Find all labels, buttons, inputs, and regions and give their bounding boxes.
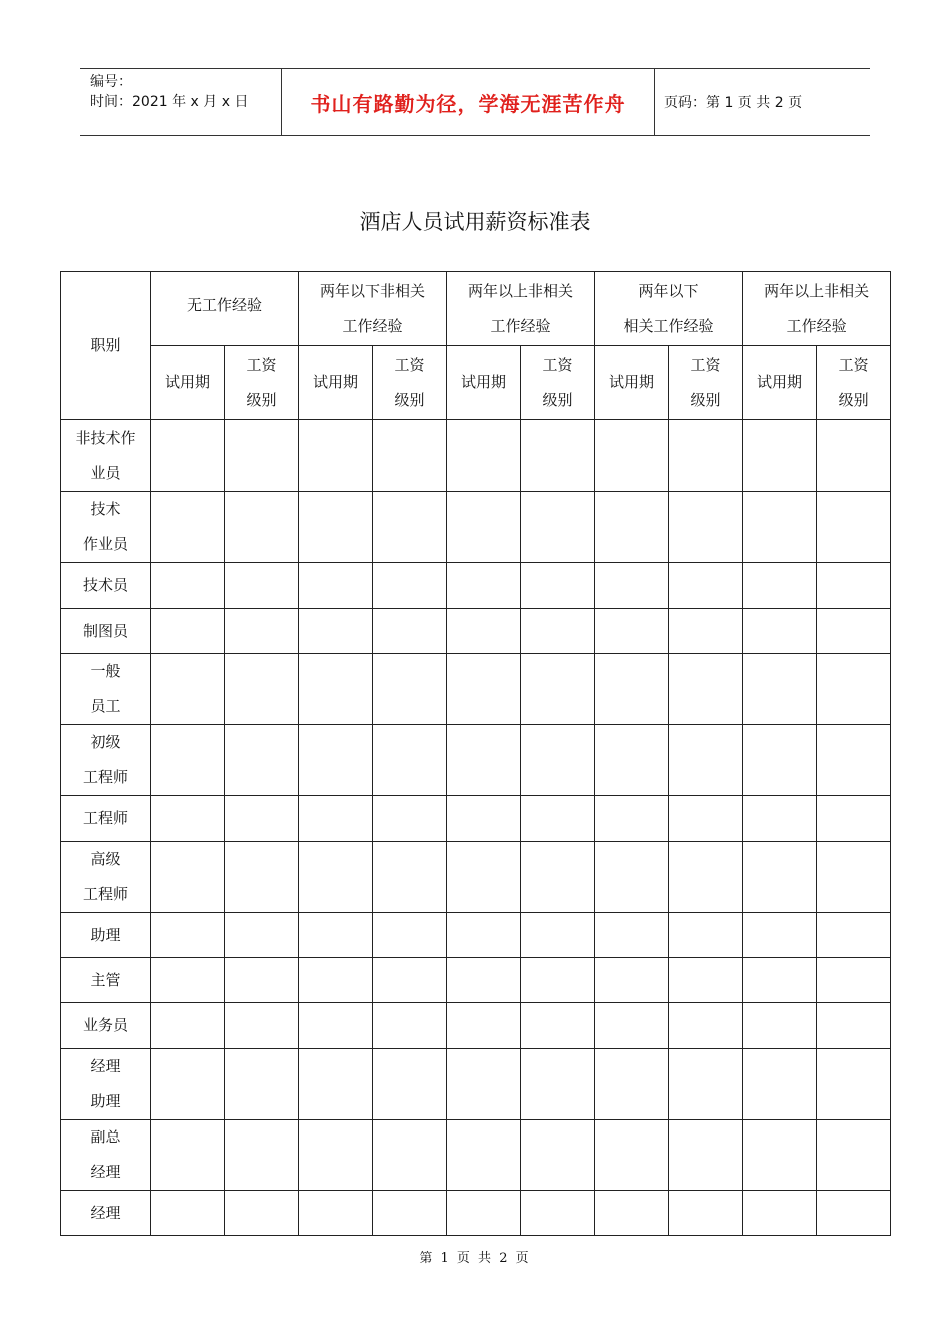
- table-cell: [817, 842, 891, 913]
- table-cell: [225, 563, 299, 609]
- table-cell: [669, 492, 743, 563]
- table-cell: [299, 913, 373, 958]
- row-label-line: 助理: [90, 925, 121, 944]
- table-cell: [225, 725, 299, 796]
- row-label: [61, 842, 151, 913]
- table-cell: [817, 654, 891, 725]
- table-cell: [447, 654, 521, 725]
- row-label-line: 制图员: [82, 621, 128, 640]
- table-cell: [817, 958, 891, 1003]
- row-label: [61, 654, 151, 725]
- table-cell: [743, 913, 817, 958]
- salary-table: [60, 271, 891, 1236]
- row-label-line: 初级: [90, 733, 121, 751]
- row-label-line: 经理: [90, 1203, 121, 1222]
- subheader-grade-label: 工资: [394, 355, 425, 374]
- table-cell: [373, 654, 447, 725]
- row-label-line: 高级: [90, 850, 121, 868]
- table-cell: [225, 796, 299, 842]
- row-label-line: 副总: [90, 1128, 121, 1146]
- table-cell: [447, 1120, 521, 1191]
- table-cell: [669, 1120, 743, 1191]
- table-cell: [817, 563, 891, 609]
- table-cell: [373, 913, 447, 958]
- row-label: [61, 1049, 151, 1120]
- table-cell: [151, 842, 225, 913]
- subheader-trial: 试用期: [447, 346, 521, 420]
- group-header-label: 两年以上非相关: [468, 281, 574, 300]
- table-cell: [669, 1003, 743, 1049]
- subheader-grade: [521, 346, 595, 420]
- subheader-grade-label: 工资: [542, 355, 573, 374]
- table-cell: [225, 1003, 299, 1049]
- table-cell: [521, 654, 595, 725]
- row-label-line: 业务员: [82, 1016, 128, 1034]
- table-cell: [225, 1120, 299, 1191]
- table-cell: [595, 725, 669, 796]
- table-row: [61, 1120, 891, 1191]
- table-row: [61, 1191, 891, 1236]
- table-row: [61, 725, 891, 796]
- table-cell: [447, 796, 521, 842]
- subheader-trial: 试用期: [595, 346, 669, 420]
- table-cell: [669, 609, 743, 654]
- table-cell: [151, 563, 225, 609]
- group-header-label: 无工作经验: [187, 296, 263, 314]
- table-cell: [669, 958, 743, 1003]
- row-label: [61, 1120, 151, 1191]
- table-cell: [595, 913, 669, 958]
- table-cell: [817, 725, 891, 796]
- table-cell: [299, 654, 373, 725]
- table-cell: [151, 420, 225, 492]
- table-cell: [521, 796, 595, 842]
- group-header: [743, 272, 891, 346]
- header-meta: [90, 72, 248, 112]
- table-cell: [447, 420, 521, 492]
- header-page-label: 页码：第 1 页 共 2 页: [664, 95, 803, 111]
- table-cell: [521, 1120, 595, 1191]
- table-row: [61, 492, 891, 563]
- header-bottom-rule: [80, 135, 870, 136]
- table-row: [61, 563, 891, 609]
- table-cell: [151, 492, 225, 563]
- table-cell: [521, 492, 595, 563]
- row-label: [61, 958, 151, 1003]
- table-cell: [299, 958, 373, 1003]
- table-cell: [521, 420, 595, 492]
- table-row: [61, 609, 891, 654]
- group-header: [595, 272, 743, 346]
- subheader-trial: 试用期: [743, 346, 817, 420]
- table-cell: [447, 842, 521, 913]
- table-cell: [373, 1049, 447, 1120]
- table-cell: [595, 842, 669, 913]
- table-cell: [817, 1120, 891, 1191]
- row-label-line: 工程师: [82, 809, 128, 827]
- table-cell: [743, 842, 817, 913]
- page-title: 酒店人员试用薪资标准表: [359, 210, 591, 234]
- table-cell: [669, 725, 743, 796]
- table-row: [61, 958, 891, 1003]
- table-cell: [743, 492, 817, 563]
- table-cell: [299, 492, 373, 563]
- table-cell: [595, 796, 669, 842]
- table-cell: [669, 420, 743, 492]
- row-label: [61, 725, 151, 796]
- table-cell: [225, 1191, 299, 1236]
- group-header-label: 工作经验: [490, 316, 551, 335]
- table-cell: [669, 654, 743, 725]
- table-cell: [521, 913, 595, 958]
- table-cell: [151, 609, 225, 654]
- subheader-grade: [669, 346, 743, 420]
- table-cell: [817, 420, 891, 492]
- table-cell: [817, 1003, 891, 1049]
- group-header-label: 工作经验: [786, 316, 847, 335]
- page-footer: 第 1 页 共 2 页: [419, 1251, 531, 1266]
- table-cell: [447, 958, 521, 1003]
- table-cell: [299, 725, 373, 796]
- row-label-line: 作业员: [82, 535, 128, 553]
- table-cell: [521, 563, 595, 609]
- table-cell: [373, 725, 447, 796]
- table-cell: [521, 1191, 595, 1236]
- table-cell: [151, 1003, 225, 1049]
- table-cell: [299, 1049, 373, 1120]
- group-header: [299, 272, 447, 346]
- table-cell: [447, 725, 521, 796]
- subheader-grade: [373, 346, 447, 420]
- table-cell: [669, 842, 743, 913]
- table-cell: [225, 958, 299, 1003]
- table-row: [61, 654, 891, 725]
- table-cell: [225, 609, 299, 654]
- subheader-grade-label: 级别: [690, 390, 721, 409]
- table-cell: [743, 609, 817, 654]
- row-label: [61, 1003, 151, 1049]
- table-cell: [373, 1120, 447, 1191]
- header-row-groups: [61, 272, 891, 346]
- table-cell: [743, 1191, 817, 1236]
- subheader-trial: 试用期: [299, 346, 373, 420]
- row-label-line: 一般: [90, 662, 121, 680]
- row-label-line: 业员: [90, 463, 121, 482]
- row-label: [61, 492, 151, 563]
- table-cell: [151, 958, 225, 1003]
- table-cell: [151, 654, 225, 725]
- table-row: [61, 842, 891, 913]
- table-cell: [373, 796, 447, 842]
- table-cell: [595, 492, 669, 563]
- table-cell: [595, 420, 669, 492]
- doc-number-label: 编号：: [90, 74, 132, 90]
- table-cell: [447, 1191, 521, 1236]
- row-label-line: 技术: [90, 500, 121, 518]
- table-cell: [817, 796, 891, 842]
- corner-cell: 职别: [61, 272, 151, 420]
- subheader-grade-label: 工资: [246, 355, 277, 374]
- subheader-grade-label: 级别: [394, 390, 425, 409]
- table-cell: [595, 1191, 669, 1236]
- table-cell: [447, 609, 521, 654]
- table-cell: [669, 796, 743, 842]
- table-cell: [817, 492, 891, 563]
- group-header-label: 两年以上非相关: [764, 281, 870, 300]
- table-cell: [373, 1003, 447, 1049]
- group-header: [151, 272, 299, 346]
- subheader-grade-label: 级别: [542, 390, 573, 409]
- table-cell: [817, 1049, 891, 1120]
- table-cell: [151, 796, 225, 842]
- table-cell: [669, 563, 743, 609]
- table-cell: [299, 1120, 373, 1191]
- row-label: [61, 796, 151, 842]
- table-cell: [151, 1191, 225, 1236]
- subheader-trial: 试用期: [151, 346, 225, 420]
- header-divider: [281, 68, 282, 136]
- table-cell: [817, 913, 891, 958]
- table-row: [61, 420, 891, 492]
- table-cell: [225, 420, 299, 492]
- row-label-line: 助理: [90, 1092, 121, 1110]
- row-label-line: 工程师: [82, 768, 128, 786]
- row-label-line: 经理: [90, 1163, 121, 1181]
- table-cell: [225, 842, 299, 913]
- subheader-grade-label: 级别: [246, 390, 277, 409]
- table-cell: [299, 420, 373, 492]
- table-cell: [743, 796, 817, 842]
- row-label: [61, 563, 151, 609]
- group-header: [447, 272, 595, 346]
- table-cell: [595, 1049, 669, 1120]
- table-row: [61, 913, 891, 958]
- table-cell: [521, 842, 595, 913]
- table-cell: [299, 609, 373, 654]
- table-cell: [817, 1191, 891, 1236]
- table-cell: [373, 1191, 447, 1236]
- table-cell: [521, 725, 595, 796]
- table-cell: [373, 842, 447, 913]
- table-row: [61, 1003, 891, 1049]
- table-cell: [669, 1049, 743, 1120]
- table-cell: [595, 1003, 669, 1049]
- subheader-grade-label: 工资: [838, 355, 869, 374]
- table-cell: [225, 492, 299, 563]
- table-cell: [595, 958, 669, 1003]
- table-cell: [595, 654, 669, 725]
- group-header-label: 两年以下: [638, 281, 699, 300]
- table-cell: [817, 609, 891, 654]
- subheader-grade: [817, 346, 891, 420]
- doc-time-label: 时间：2021 年 x 月 x 日: [90, 94, 249, 110]
- table-cell: [373, 492, 447, 563]
- table-cell: [447, 913, 521, 958]
- table-cell: [151, 725, 225, 796]
- row-label-line: 非技术作: [75, 428, 136, 447]
- table-cell: [743, 1049, 817, 1120]
- table-cell: [595, 563, 669, 609]
- table-cell: [373, 609, 447, 654]
- row-label: [61, 609, 151, 654]
- table-cell: [743, 563, 817, 609]
- table-cell: [225, 654, 299, 725]
- table-cell: [225, 913, 299, 958]
- table-cell: [299, 1003, 373, 1049]
- table-cell: [299, 796, 373, 842]
- table-cell: [447, 492, 521, 563]
- table-cell: [743, 958, 817, 1003]
- table-row: [61, 796, 891, 842]
- table-cell: [373, 563, 447, 609]
- group-header-label: 相关工作经验: [623, 316, 714, 335]
- table-cell: [521, 609, 595, 654]
- header-motto: 书山有路勤为径，学海无涯苦作舟: [310, 92, 626, 116]
- row-label-line: 工程师: [82, 885, 128, 903]
- subheader-grade-label: 工资: [690, 355, 721, 374]
- table-cell: [743, 654, 817, 725]
- group-header-label: 两年以下非相关: [320, 281, 426, 300]
- table-row: [61, 1049, 891, 1120]
- row-label-line: 主管: [90, 970, 121, 989]
- table-cell: [669, 913, 743, 958]
- header-divider: [654, 68, 655, 136]
- table-cell: [743, 420, 817, 492]
- subheader-grade: [225, 346, 299, 420]
- table-cell: [595, 609, 669, 654]
- row-label: [61, 1191, 151, 1236]
- table-cell: [743, 1120, 817, 1191]
- table-cell: [521, 1003, 595, 1049]
- row-label: [61, 913, 151, 958]
- subheader-grade-label: 级别: [838, 390, 869, 409]
- row-label-line: 员工: [90, 697, 121, 715]
- table-cell: [447, 1049, 521, 1120]
- table-cell: [743, 725, 817, 796]
- table-cell: [669, 1191, 743, 1236]
- table-cell: [299, 1191, 373, 1236]
- group-header-label: 工作经验: [342, 316, 403, 335]
- table-cell: [151, 1049, 225, 1120]
- table-cell: [595, 1120, 669, 1191]
- table-cell: [521, 1049, 595, 1120]
- row-label-line: 经理: [90, 1057, 121, 1075]
- header-row-sub: [61, 346, 891, 420]
- table-cell: [151, 1120, 225, 1191]
- row-label: [61, 420, 151, 492]
- table-cell: [521, 958, 595, 1003]
- table-cell: [447, 563, 521, 609]
- table-cell: [299, 563, 373, 609]
- table-cell: [151, 913, 225, 958]
- row-label-line: 技术员: [82, 576, 128, 594]
- table-cell: [225, 1049, 299, 1120]
- table-cell: [743, 1003, 817, 1049]
- table-cell: [373, 958, 447, 1003]
- table-cell: [447, 1003, 521, 1049]
- table-cell: [299, 842, 373, 913]
- table-cell: [373, 420, 447, 492]
- header-top-rule: [80, 68, 870, 69]
